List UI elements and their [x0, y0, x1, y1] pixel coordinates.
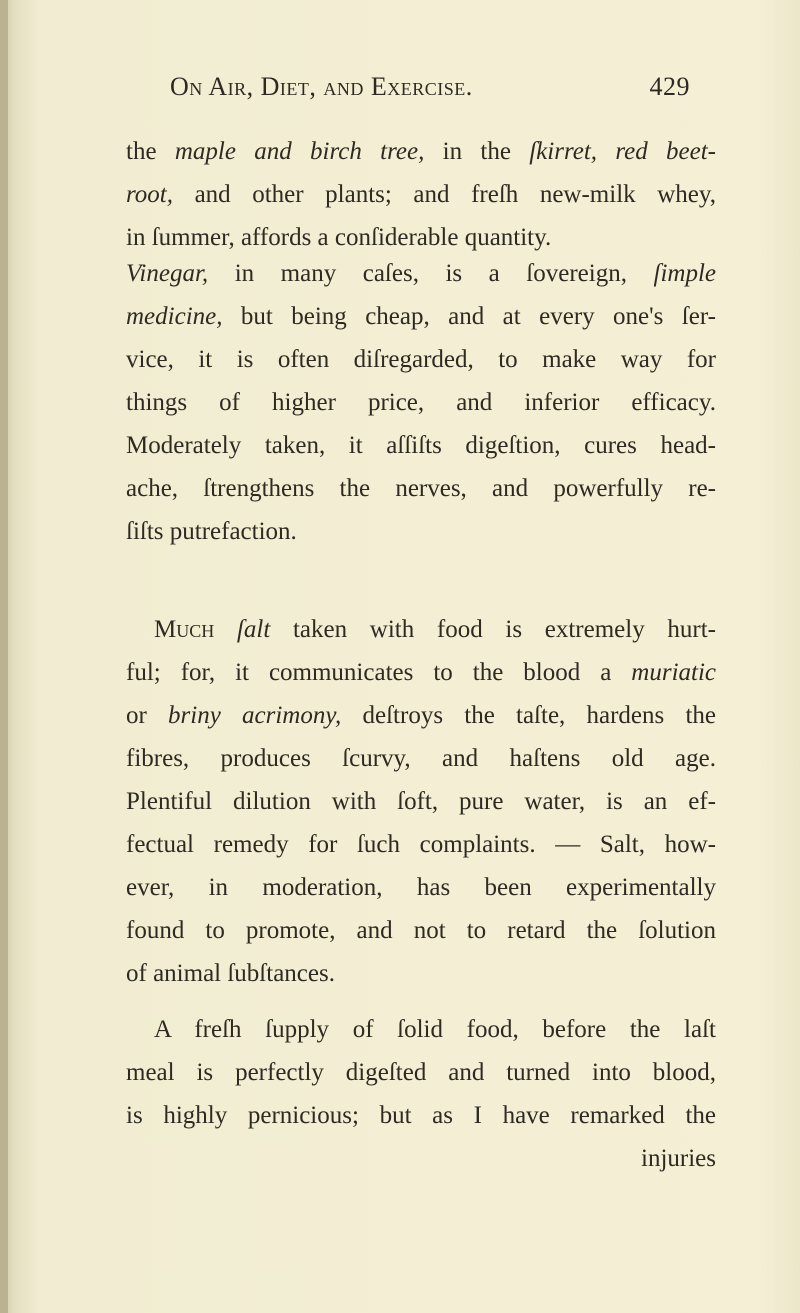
text-line — [126, 130, 716, 173]
text-span: ful; for, it communicates to the blood a — [126, 659, 632, 686]
italic-span: ſimple — [653, 260, 716, 287]
paragraph-2 — [126, 252, 716, 553]
text-span: the — [126, 138, 175, 165]
text-line: A freſh ſupply of ſolid food, before the laſt — [154, 1016, 716, 1043]
text-line — [126, 173, 716, 216]
page-number: 429 — [649, 72, 690, 101]
italic-span: maple and birch tree, — [174, 138, 425, 165]
italic-span: ſalt — [236, 616, 271, 643]
italic-span: medicine, — [126, 303, 223, 330]
catchword: injuries — [641, 1145, 716, 1172]
text-line — [126, 694, 716, 737]
text-line: ever, in moderation, has been experimentally — [126, 874, 716, 901]
text-line: ache, ſtrengthens the nerves, and powerfully re- — [126, 475, 716, 502]
text-span: in the — [424, 138, 530, 165]
text-line — [126, 651, 716, 694]
text-line: things of higher price, and inferior efficacy. — [126, 389, 716, 416]
text-span: and other plants; and freſh new-milk whey, — [173, 181, 716, 208]
text-line: ſiſts putrefaction. — [126, 518, 297, 545]
text-line: is highly pernicious; but as I have remarked the — [126, 1102, 716, 1129]
running-header — [170, 72, 690, 102]
text-span: in ſummer, affords a conſiderable quantity. — [126, 224, 552, 251]
paragraph-1 — [126, 130, 716, 259]
text-line — [126, 295, 716, 338]
italic-span: Vinegar, — [126, 260, 209, 287]
small-caps-span: Much — [154, 616, 237, 643]
text-line: Plentiful dilution with ſoft, pure water, is an ef- — [126, 788, 716, 815]
text-line: meal is perfectly digeſted and turned into blood, — [126, 1059, 716, 1086]
text-span: deſtroys the taſte, hardens the — [341, 702, 716, 729]
text-line — [126, 252, 716, 295]
text-line: vice, it is often diſregarded, to make way for — [126, 346, 716, 373]
text-line: of animal ſubſtances. — [126, 960, 335, 987]
italic-span: muriatic — [631, 659, 716, 686]
text-line: fibres, produces ſcurvy, and haſtens old age. — [126, 745, 716, 772]
running-title: On Air, Diet, and Exercise. — [170, 72, 473, 101]
page-spine-edge — [0, 0, 8, 1313]
text-span: or — [126, 702, 169, 729]
text-line — [126, 608, 716, 651]
text-line: Moderately taken, it aſſiſts digeſtion, cures head- — [126, 432, 716, 459]
text-span: taken with food is extremely hurt- — [270, 616, 716, 643]
paragraph-4 — [126, 1008, 716, 1180]
italic-span: ſkirret, red beet- — [529, 138, 716, 165]
paragraph-3 — [126, 608, 716, 995]
text-line: fectual remedy for ſuch complaints. — Salt, how- — [126, 831, 716, 858]
text-span: in many caſes, is a ſovereign, — [208, 260, 654, 287]
text-span: but being cheap, and at every one's ſer- — [222, 303, 716, 330]
italic-span: briny acrimony, — [168, 702, 342, 729]
italic-span: root, — [126, 181, 173, 208]
text-line: found to promote, and not to retard the ſolution — [126, 917, 716, 944]
